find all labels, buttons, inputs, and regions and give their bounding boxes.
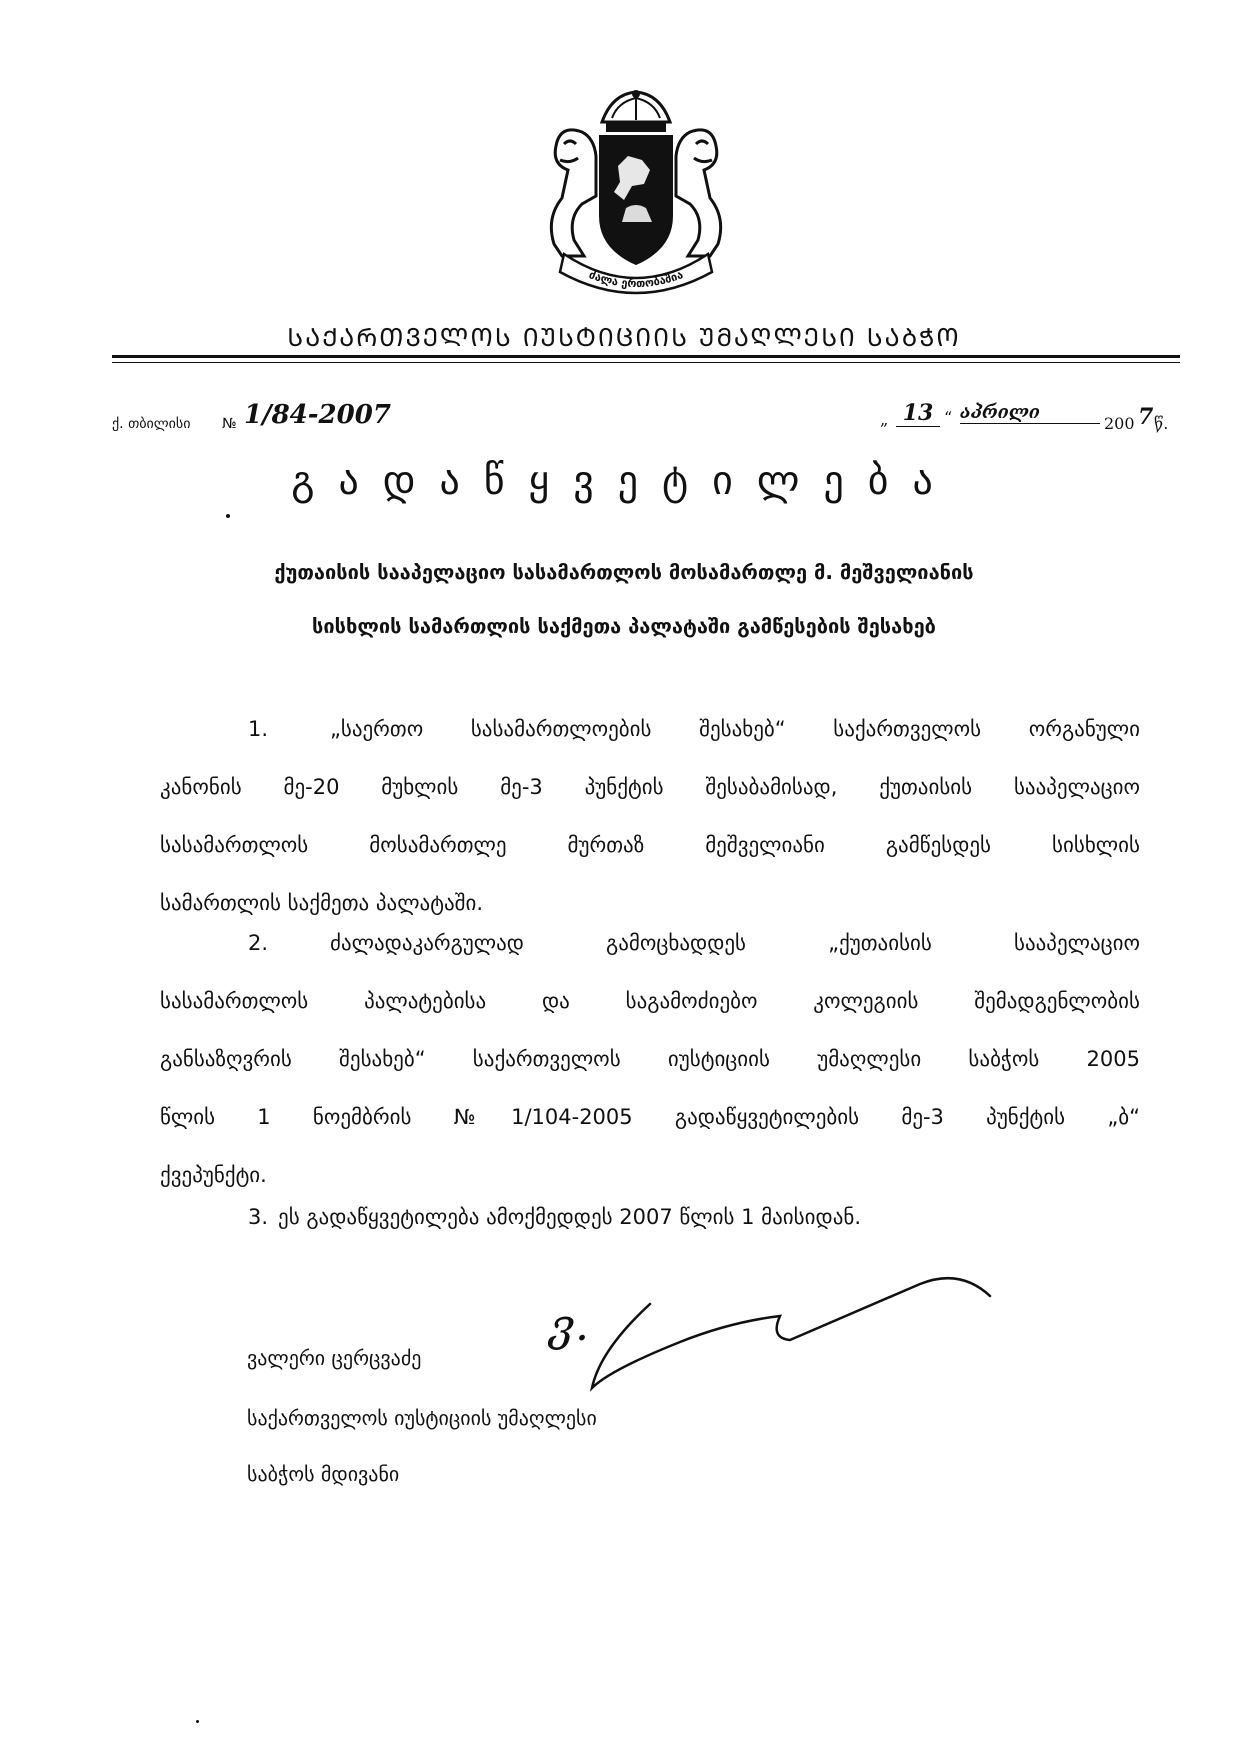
scan-mark — [196, 1720, 199, 1723]
date-day: 13 — [896, 400, 940, 427]
item-1-text-1: „საერთო სასამართლოების შესახებ“ საქართველოს ორგანული — [330, 717, 1140, 741]
item-1-number: 1. — [248, 717, 269, 741]
date-year-suffix: წ. — [1154, 414, 1169, 433]
date-quote-close: “ — [944, 408, 953, 427]
handwritten-signature — [540, 1260, 1020, 1410]
item-2 — [160, 914, 1140, 1204]
margin-mark — [226, 514, 230, 518]
item-1 — [160, 700, 1140, 932]
document-number: 1/84-2007 — [244, 400, 391, 430]
item-2-line-2: სასამართლოს პალატებისა და საგამოძიებო კოლეგიის შემადგენლობის — [160, 989, 1140, 1013]
crown-icon — [602, 90, 670, 132]
shield-icon — [600, 136, 672, 264]
item-2-line-4: წლის 1 ნოემბრის №1/104-2005 გადაწყვეტილების მე-3 პუნქტის „ბ“ — [160, 1105, 1140, 1129]
item-1-line-4: სამართლის საქმეთა პალატაში. — [160, 891, 484, 915]
item-3 — [160, 1188, 1140, 1246]
header-rule-thin — [112, 362, 1180, 363]
date-year-digit: 7 — [1138, 404, 1154, 430]
item-3-text-1: ეს გადაწყვეტილება ამოქმედდეს 2007 წლის 1 მაისიდან. — [278, 1205, 862, 1229]
item-2-line-3: განსაზღვრის შესახებ“ საქართველოს იუსტიციის უმაღლესი საბჭოს 2005 — [160, 1047, 1140, 1071]
item-1-line-3: სასამართლოს მოსამართლე მურთაზ მეშველიანი გამწესდეს სისხლის — [160, 833, 1140, 857]
item-3-number: 3. — [248, 1205, 269, 1229]
signature-initial: ვ. — [550, 1300, 589, 1351]
item-1-line-2: კანონის მე-20 მუხლის მე-3 პუნქტის შესაბამისად, ქუთაისის სააპელაციო — [160, 775, 1140, 799]
institution-title: ᲡᲐᲥᲐᲠᲗᲕᲔᲚᲝᲡ ᲘᲣᲡᲢᲘᲪᲘᲘᲡ ᲣᲛᲐᲦᲚᲔᲡᲘ ᲡᲐᲑᲭᲝ — [287, 323, 961, 352]
signatory-title-line-1: საქართველოს იუსტიციის უმაღლესი — [247, 1406, 597, 1430]
city-label: ქ. თბილისი — [112, 416, 191, 432]
header-rule-thick — [112, 355, 1180, 358]
item-2-number: 2. — [248, 931, 269, 955]
signatory-title-line-2: საბჭოს მდივანი — [247, 1462, 400, 1486]
date-month: აპრილი — [960, 402, 1100, 424]
right-lion-icon — [676, 130, 721, 256]
subject-line-1: ქუთაისის სააპელაციო სასამართლოს მოსამართლე მ. მეშველიანის — [274, 560, 974, 584]
item-2-line-1 — [160, 914, 1140, 972]
coat-of-arms-emblem — [520, 88, 752, 300]
signatory-name: ვალერი ცერცვაძე — [247, 1346, 422, 1370]
left-lion-icon — [551, 130, 596, 256]
item-2-text-1: ძალადაკარგულად გამოცხადდეს „ქუთაისის სააპელაციო — [330, 931, 1140, 955]
document-heading: გადაწყვეტილება — [291, 458, 957, 504]
emblem-motto-text: ძალა ერთობაშია — [587, 268, 685, 291]
item-3-line-1 — [160, 1188, 1140, 1246]
item-2-line-5: ქვეპუნქტი. — [160, 1163, 267, 1187]
date-quote-open: „ — [880, 410, 889, 429]
date-year-prefix: 200 — [1104, 414, 1135, 433]
item-1-line-1 — [160, 700, 1140, 758]
subject-line-2: სისხლის სამართლის საქმეთა პალატაში გამწესების შესახებ — [312, 614, 936, 638]
number-label: № — [222, 416, 237, 432]
